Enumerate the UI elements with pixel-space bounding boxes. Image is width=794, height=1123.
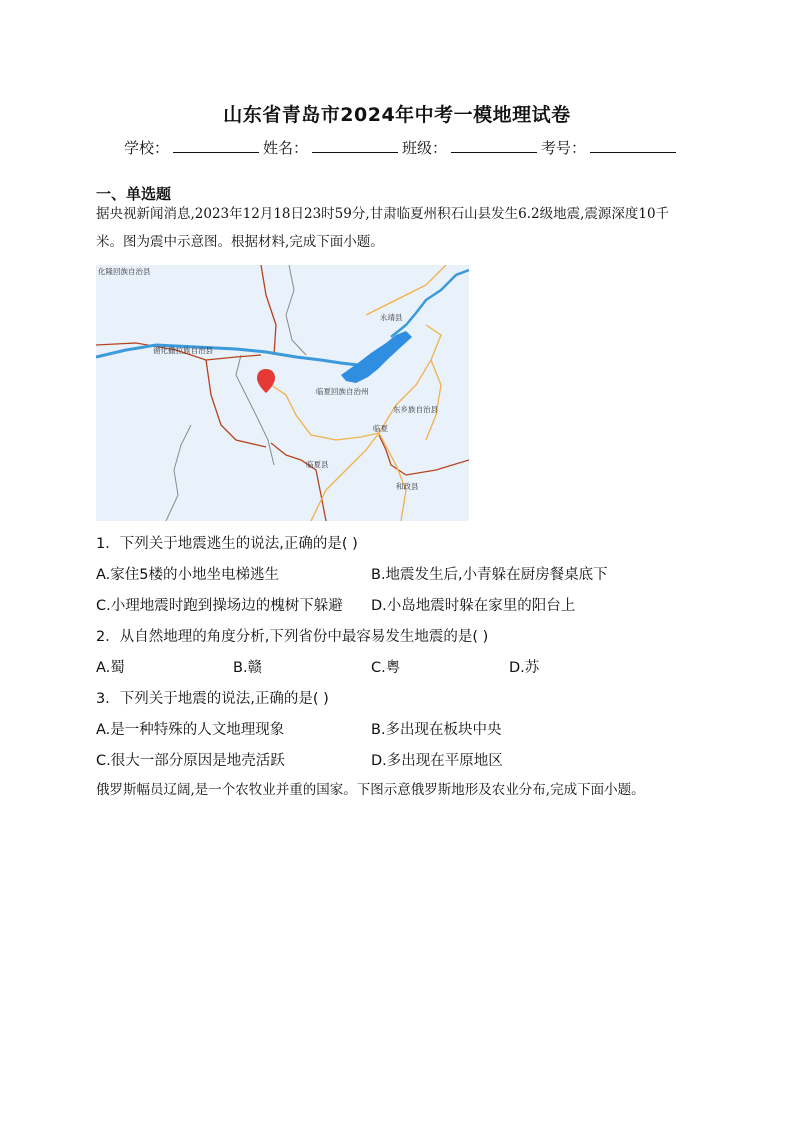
question-1-stem: 1．下列关于地震逃生的说法,正确的是( ) (96, 536, 358, 552)
question-3-option-d[interactable]: D.多出现在平原地区 (371, 753, 503, 769)
map-label-linxia-zhou: 临夏回族自治州 (316, 387, 369, 396)
map-label-hualong: 化隆回族自治县 (98, 267, 151, 276)
name-blank[interactable] (312, 138, 398, 153)
question-3-stem: 3．下列关于地震的说法,正确的是( ) (96, 691, 329, 707)
class-label: 班级： (402, 139, 448, 157)
map-label-linxia-city: 临夏 (373, 424, 388, 433)
class-blank[interactable] (451, 138, 537, 153)
question-2-option-a[interactable]: A.蜀 (96, 660, 125, 676)
question-1-option-c[interactable]: C.小理地震时跑到操场边的槐树下躲避 (96, 598, 343, 614)
question-2-option-c[interactable]: C.粤 (371, 660, 401, 676)
epicenter-map (96, 265, 469, 521)
question-1-option-d[interactable]: D.小岛地震时躲在家里的阳台上 (371, 598, 576, 614)
school-blank[interactable] (173, 138, 259, 153)
map-label-dongxiang: 东乡族自治县 (393, 405, 438, 414)
school-label: 学校： (124, 139, 170, 157)
map-label-hezheng: 和政县 (396, 482, 419, 491)
material-paragraph-1: 据央视新闻消息,2023年12月18日23时59分,甘肃临夏州积石山县发生6.2级地震,震源深度10千米。图为震中示意图。根据材料,完成下面小题。 (96, 206, 670, 250)
question-2-option-d[interactable]: D.苏 (509, 660, 540, 676)
question-1-option-a[interactable]: A.家住5楼的小地坐电梯逃生 (96, 567, 279, 583)
section-title: 一、单选题 (96, 185, 172, 203)
material-paragraph-2: 俄罗斯幅员辽阔,是一个农牧业并重的国家。下图示意俄罗斯地形及农业分布,完成下面小题。 (96, 782, 645, 798)
exam-title: 山东省青岛市2024年中考一模地理试卷 (223, 104, 571, 126)
map-label-yongjing: 永靖县 (380, 313, 403, 322)
question-2-stem: 2．从自然地理的角度分析,下列省份中最容易发生地震的是( ) (96, 629, 489, 645)
map-label-linxia-xian: 临夏县 (306, 460, 329, 469)
question-2-option-b[interactable]: B.赣 (233, 660, 263, 676)
exam-number-label: 考号： (541, 139, 587, 157)
question-3-option-b[interactable]: B.多出现在板块中央 (371, 722, 502, 738)
student-info-line (124, 137, 684, 158)
exam-number-blank[interactable] (590, 138, 676, 153)
question-3-option-c[interactable]: C.很大一部分原因是地壳活跃 (96, 753, 285, 769)
map-label-xunhua: 循化撒拉族自治县 (153, 346, 213, 355)
question-3-option-a[interactable]: A.是一种特殊的人文地理现象 (96, 722, 285, 738)
question-1-option-b[interactable]: B.地震发生后,小青躲在厨房餐桌底下 (371, 567, 608, 583)
name-label: 姓名： (263, 139, 309, 157)
